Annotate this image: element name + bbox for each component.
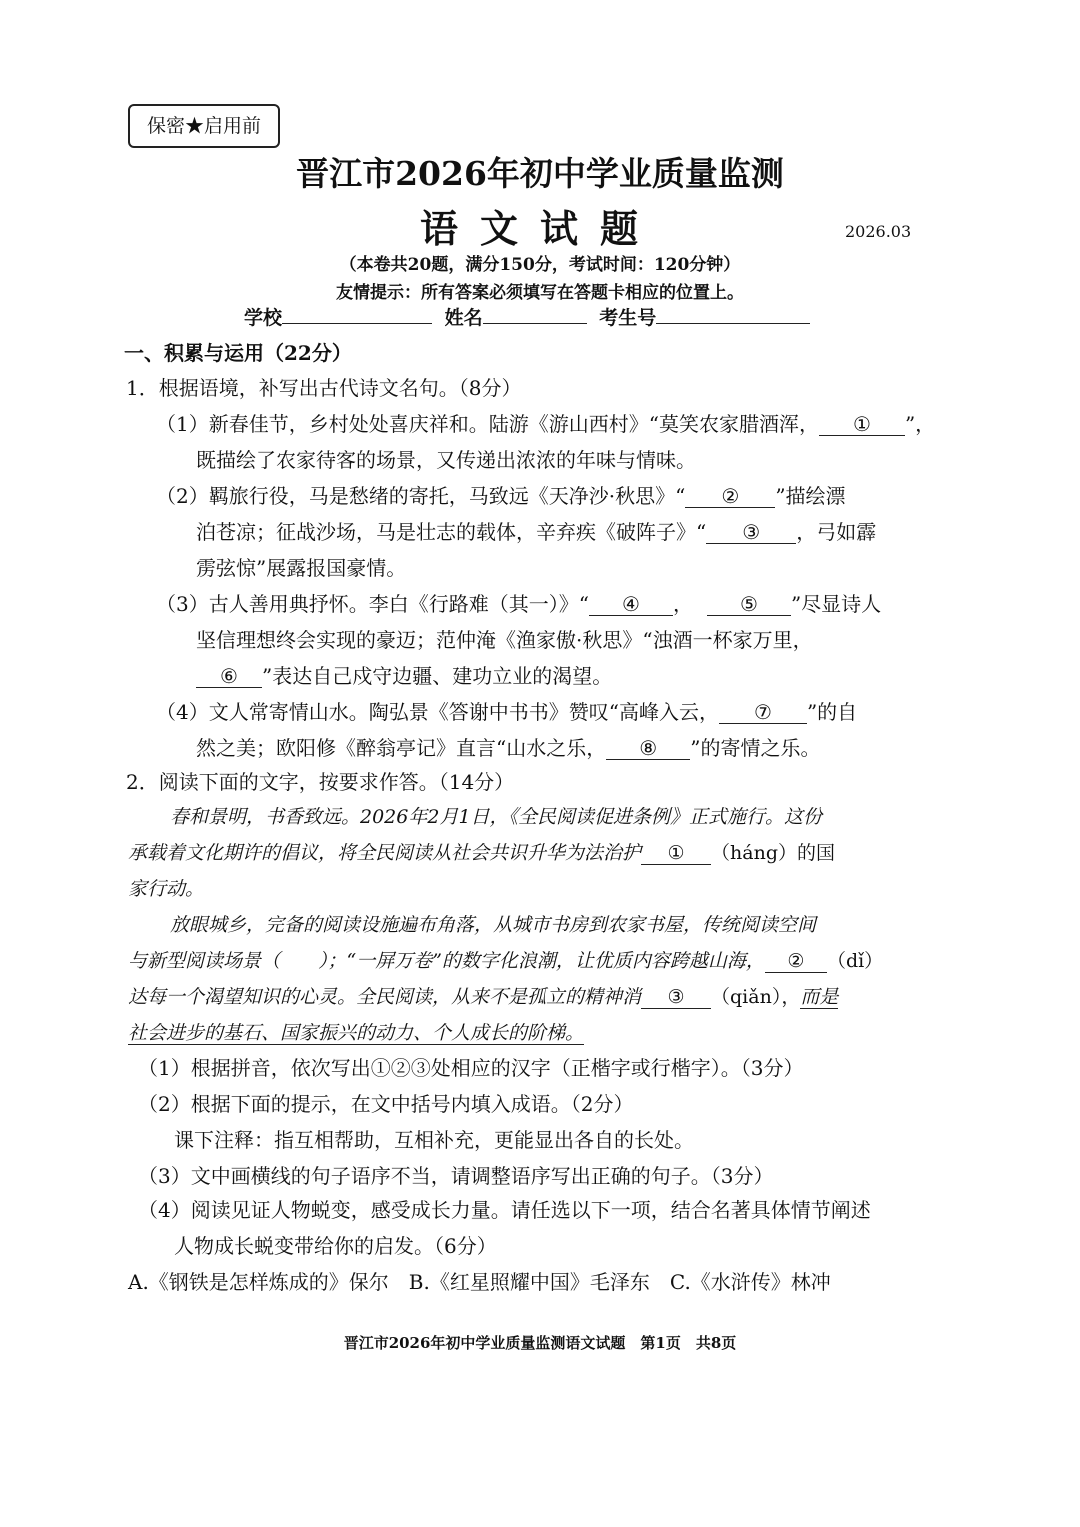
school-field[interactable]: [282, 303, 432, 324]
subject-title: 语文试题: [419, 206, 660, 251]
blank-3[interactable]: ③: [706, 521, 796, 544]
exam-info: （本卷共20题，满分150分，考试时间：120分钟）: [339, 255, 741, 275]
underlined-sentence: 社会进步的基石、国家振兴的动力、个人成长的阶梯。: [128, 1022, 585, 1044]
q2-stem: 2．阅读下面的文字，按要求作答。（14分）: [126, 770, 515, 794]
q2-para1-line2: 承载着文化期许的倡议，将全民阅读从社会共识升华为法治护 ① （háng）的国: [128, 842, 835, 864]
q2-sub4-line1: （4）阅读见证人物蜕变，感受成长力量。请任选以下一项，结合名著具体情节阐述: [138, 1198, 871, 1222]
q1-p1-line2: 既描绘了农家待客的场景，又传递出浓浓的年味与情味。: [196, 448, 696, 472]
q2-para2-line4: [128, 1018, 584, 1045]
q2-para2-line1: 放眼城乡，完备的阅读设施遍布角落，从城市书房到农家书屋，传统阅读空间: [170, 914, 817, 936]
blank-1[interactable]: ①: [819, 413, 905, 436]
q1-p4-line1: （4）文人常寄情山水。陶弘景《答谢中书书》赞叹“高峰入云， ⑦ ”的自: [156, 700, 858, 724]
name-label: 姓名: [444, 307, 483, 329]
q1-p3-line2: 坚信理想终会实现的豪迈；范仲淹《渔家傲·秋思》“浊酒一杯家万里，: [196, 628, 813, 652]
examno-field[interactable]: [656, 303, 810, 324]
page-footer: 晋江市2026年初中学业质量监测语文试题 第1页 共8页: [343, 1334, 737, 1352]
student-info-row: [244, 303, 810, 330]
blank-6[interactable]: ⑥: [196, 665, 262, 688]
passage-blank-3[interactable]: ③: [641, 987, 711, 1009]
name-field[interactable]: [483, 303, 587, 324]
blank-7[interactable]: ⑦: [719, 701, 807, 724]
q2-para1-line3: 家行动。: [128, 878, 205, 900]
blank-2[interactable]: ②: [685, 485, 775, 508]
friendly-tip: 友情提示：所有答案必须填写在答题卡相应的位置上。: [336, 283, 744, 303]
blank-4[interactable]: ④: [589, 593, 673, 616]
q1-p2-line2: 泊苍凉；征战沙场，马是壮志的载体，辛弃疾《破阵子》“ ③ ，弓如霹: [196, 520, 877, 544]
examno-label: 考生号: [599, 307, 657, 329]
underlined-sentence-start: 而是: [800, 986, 839, 1008]
q1-p3-line1: （3）古人善用典抒怀。李白《行路难（其一）》“ ④ ， ⑤ ”尽显诗人: [156, 592, 882, 616]
q1-p3-line3: ⑥ ”表达自己戍守边疆、建功立业的渴望。: [196, 660, 612, 689]
q2-options: A.《钢铁是怎样炼成的》保尔 B.《红星照耀中国》毛泽东 C.《水浒传》林冲: [128, 1270, 831, 1294]
q1-p2-line1: （2）羁旅行役，马是愁绪的寄托，马致远《天净沙·秋思》“ ② ”描绘漂: [156, 484, 846, 508]
q1-stem: 1．根据语境，补写出古代诗文名句。（8分）: [126, 376, 522, 400]
q2-para2-line3: 达每一个渴望知识的心灵。全民阅读，从来不是孤立的精神消 ③ （qiǎn），而是: [128, 986, 839, 1008]
confidential-badge: 保密★启用前: [128, 104, 280, 148]
blank-8[interactable]: ⑧: [606, 737, 690, 760]
q2-sub1: （1）根据拼音，依次写出①②③处相应的汉字（正楷字或行楷字）。（3分）: [138, 1056, 804, 1080]
exam-title: 晋江市2026年初中学业质量监测: [296, 154, 784, 193]
q2-para2-line2: 与新型阅读场景（ ）；“一屏万卷”的数字化浪潮，让优质内容跨越山海， ② （dǐ）: [128, 950, 884, 972]
blank-5[interactable]: ⑤: [707, 593, 791, 616]
exam-date: 2026.03: [845, 222, 912, 241]
q2-sub2: （2）根据下面的提示，在文中括号内填入成语。（2分）: [138, 1092, 634, 1116]
q1-p2-line3: 雳弦惊”展露报国豪情。: [196, 556, 407, 580]
q1-p4-line2: 然之美；欧阳修《醉翁亭记》直言“山水之乐， ⑧ ”的寄情之乐。: [196, 736, 821, 760]
q2-sub3: （3）文中画横线的句子语序不当，请调整语序写出正确的句子。（3分）: [138, 1164, 774, 1188]
q2-sub2-hint: 课下注释：指互相帮助，互相补充，更能显出各自的长处。: [174, 1128, 694, 1152]
passage-blank-1[interactable]: ①: [641, 843, 711, 865]
q2-para1-line1: 春和景明，书香致远。2026年2月1日，《全民阅读促进条例》正式施行。这份: [170, 806, 823, 828]
section1-title: 一、积累与运用（22分）: [124, 341, 352, 365]
passage-blank-2[interactable]: ②: [765, 951, 827, 973]
school-label: 学校: [244, 307, 283, 329]
q1-p1-line1: （1）新春佳节，乡村处处喜庆祥和。陆游《游山西村》“莫笑农家腊酒浑， ① ”，: [156, 412, 936, 436]
q2-sub4-line2: 人物成长蜕变带给你的启发。（6分）: [174, 1234, 497, 1258]
